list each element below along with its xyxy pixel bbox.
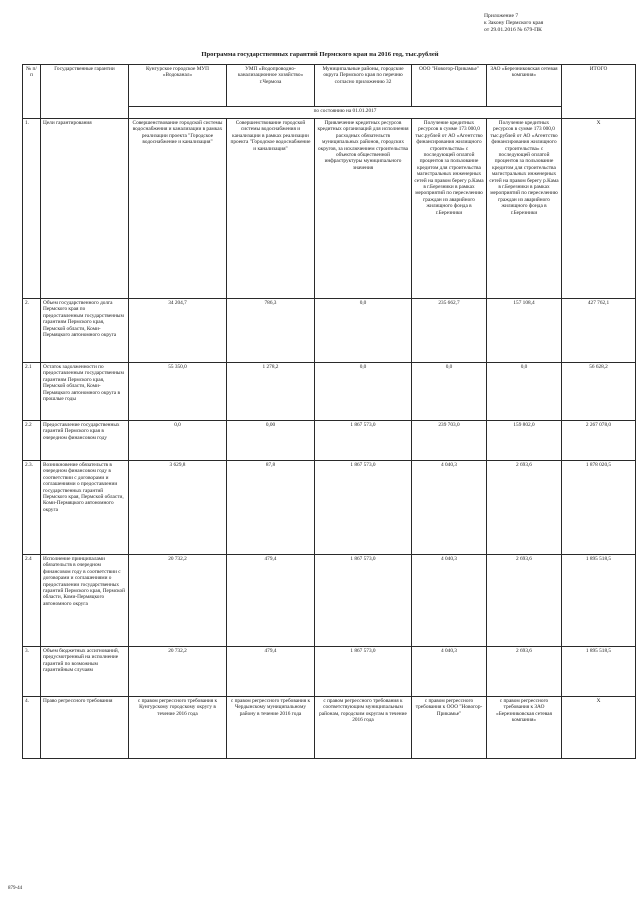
cell-col2: Совершенствование городской системы водоснабжения и канализации в рамках реализации проекта "Городское водоснабжение и канализация" xyxy=(227,119,315,299)
row-label: Предоставление государственных гарантий Пермского края в очередном финансовом году xyxy=(41,421,129,461)
table-row xyxy=(23,555,636,647)
header-row xyxy=(23,65,636,107)
appendix-note xyxy=(484,13,634,34)
cell-col2: 0,00 xyxy=(227,421,315,461)
cell-col5: 2 693,6 xyxy=(487,647,562,697)
cell-total: 1 895 518,5 xyxy=(562,555,636,647)
guarantees-table xyxy=(22,64,636,759)
cell-col3: 1 867 573,0 xyxy=(315,555,412,647)
cell-col3: 1 867 573,0 xyxy=(315,647,412,697)
cell-col4: с правом регрессного требования к ООО "Новогор-Прикамье" xyxy=(412,697,487,759)
cell-col1: Совершенствование городской системы водоснабжения и канализации в рамках реализации проекта "Городское водоснабжение и канализация" xyxy=(129,119,227,299)
table-row xyxy=(23,119,636,299)
row-label: Остаток задолженности по предоставленным государственным гарантиям Пермского края, Пермской области, Коми-Пермяцкого автономного округа в прошлые годы xyxy=(41,363,129,421)
header-col3: Муниципальные районы, городские округа Пермского края по перечню согласно приложению 32 xyxy=(315,65,412,107)
cell-total: Х xyxy=(562,697,636,759)
cell-total: 2 267 078,0 xyxy=(562,421,636,461)
cell-col4: 0,0 xyxy=(412,363,487,421)
cell-col2: 1 278,2 xyxy=(227,363,315,421)
cell-col3: 1 867 573,0 xyxy=(315,421,412,461)
document-title: Программа государственных гарантий Пермского края на 2016 год, тыс.рублей xyxy=(201,51,439,58)
cell-col2: с правом регрессного требования к Чердынскому муниципальному району в течение 2016 года xyxy=(227,697,315,759)
cell-total: 427 762,1 xyxy=(562,299,636,363)
table-row xyxy=(23,697,636,759)
row-num: 4. xyxy=(23,697,41,759)
cell-col5: с правом регрессного требования к ЗАО «Березниковская сетевая компания» xyxy=(487,697,562,759)
header-col4: ООО "Новогор-Прикамье" xyxy=(412,65,487,107)
cell-total: Х xyxy=(562,119,636,299)
cell-col2: 786,3 xyxy=(227,299,315,363)
cell-col3: 0,0 xyxy=(315,363,412,421)
table-row xyxy=(23,363,636,421)
cell-col1: 3 629,8 xyxy=(129,461,227,555)
cell-col3: с правом регрессного требования к соответствующим муниципальным районам, городским округам в течение 2016 года xyxy=(315,697,412,759)
appendix-line: от 29.01.2016 № 679-ПК xyxy=(484,27,542,33)
cell-col1: 20 732,2 xyxy=(129,647,227,697)
cell-col1: 34 204,7 xyxy=(129,299,227,363)
footer-code: 879-44 xyxy=(8,886,23,891)
cell-col1: 55 350,0 xyxy=(129,363,227,421)
cell-col1: с правом регрессного требования к Кунгурскому городскому округу в течение 2016 года xyxy=(129,697,227,759)
row-label: Объем бюджетных ассигнований, предусмотренный на исполнение гарантий по возможным гарантийным случаям xyxy=(41,647,129,697)
header-state-note: по состоянию на 01.01.2017 xyxy=(129,107,562,119)
table-row xyxy=(23,647,636,697)
header-col2: УМП «Водопроводно-канализационное хозяйство» г.Чермоза xyxy=(227,65,315,107)
cell-col5: 2 693,6 xyxy=(487,461,562,555)
cell-col5: 157 108,4 xyxy=(487,299,562,363)
cell-col4: 4 040,3 xyxy=(412,647,487,697)
table-row xyxy=(23,299,636,363)
cell-col3: 0,0 xyxy=(315,299,412,363)
header-num: № п/п xyxy=(23,65,41,119)
cell-total: 1 895 518,5 xyxy=(562,647,636,697)
cell-col2: 87,8 xyxy=(227,461,315,555)
header-col1: Кунгурское городское МУП «Водоканал» xyxy=(129,65,227,107)
row-num: 1. xyxy=(23,119,41,299)
cell-col5: 2 693,6 xyxy=(487,555,562,647)
header-guarantee: Государственные гарантии xyxy=(41,65,129,119)
row-label: Право регрессного требования xyxy=(41,697,129,759)
cell-col5: 159 802,0 xyxy=(487,421,562,461)
cell-col4: 4 040,3 xyxy=(412,461,487,555)
row-num: 2.3. xyxy=(23,461,41,555)
table-row xyxy=(23,461,636,555)
row-num: 2.4 xyxy=(23,555,41,647)
cell-col4: 4 040,3 xyxy=(412,555,487,647)
row-num: 2. xyxy=(23,299,41,363)
appendix-line: к Закону Пермского края xyxy=(484,20,544,26)
row-num: 2.1 xyxy=(23,363,41,421)
cell-total: 56 628,2 xyxy=(562,363,636,421)
cell-col3: Привлечение кредитных ресурсов кредитных организаций для исполнения расходных обязательств муниципальных районов, городских округов, за исключением строительства объектов общественной инфраструктуры муниципального значения xyxy=(315,119,412,299)
row-num: 3. xyxy=(23,647,41,697)
table-row xyxy=(23,421,636,461)
cell-col4: 235 662,7 xyxy=(412,299,487,363)
row-label: Возникновение обязательств в очередном финансовом году в соответствии с договорами и соглашениями о предоставлении государственных гарантий Пермского края, Пермской области, Коми-Пермяцкого автономного округа xyxy=(41,461,129,555)
header-total: ИТОГО xyxy=(562,65,636,119)
cell-col2: 479,4 xyxy=(227,647,315,697)
header-col5: ЗАО «Березниковская сетевая компания» xyxy=(487,65,562,107)
cell-col2: 479,4 xyxy=(227,555,315,647)
row-num: 2.2 xyxy=(23,421,41,461)
row-label: Цели гарантирования xyxy=(41,119,129,299)
cell-col4: Получение кредитных ресурсов в сумме 173 000,0 тыс.рублей от АО «Агентство финансирования жилищного строительства» с последующей оплатой процентов за пользование кредитом для строительства магистральных инженерных сетей на правом берегу р.Кама в г.Березники в рамках мероприятий по переселению граждан из аварийного жилищного фонда в г.Березники xyxy=(412,119,487,299)
cell-col5: 0,0 xyxy=(487,363,562,421)
appendix-line: Приложение 7 xyxy=(484,13,519,19)
row-label: Объем государственного долга Пермского края по предоставленным государственным гарантиям Пермского края, Пермской области, Коми-Пермяцкого автономного округа xyxy=(41,299,129,363)
cell-col5: Получение кредитных ресурсов в сумме 173 000,0 тыс.рублей от АО «Агентство финансирования жилищного строительства» с последующей оплатой процентов за пользование кредитом для строительства магистральных инженерных сетей на правом берегу р.Кама в г.Березники в рамках мероприятий по переселению граждан из аварийного жилищного фонда в г.Березники xyxy=(487,119,562,299)
cell-col1: 0,0 xyxy=(129,421,227,461)
cell-col1: 20 732,2 xyxy=(129,555,227,647)
cell-col3: 1 867 573,0 xyxy=(315,461,412,555)
cell-col4: 239 703,0 xyxy=(412,421,487,461)
cell-total: 1 878 020,5 xyxy=(562,461,636,555)
row-label: Исполнение принципалами обязательств в очередном финансовом году в соответствии с договорами и соглашениями о предоставлении государственных гарантий Пермского края, Пермской области, Коми-Пермяцкого автономного округа xyxy=(41,555,129,647)
